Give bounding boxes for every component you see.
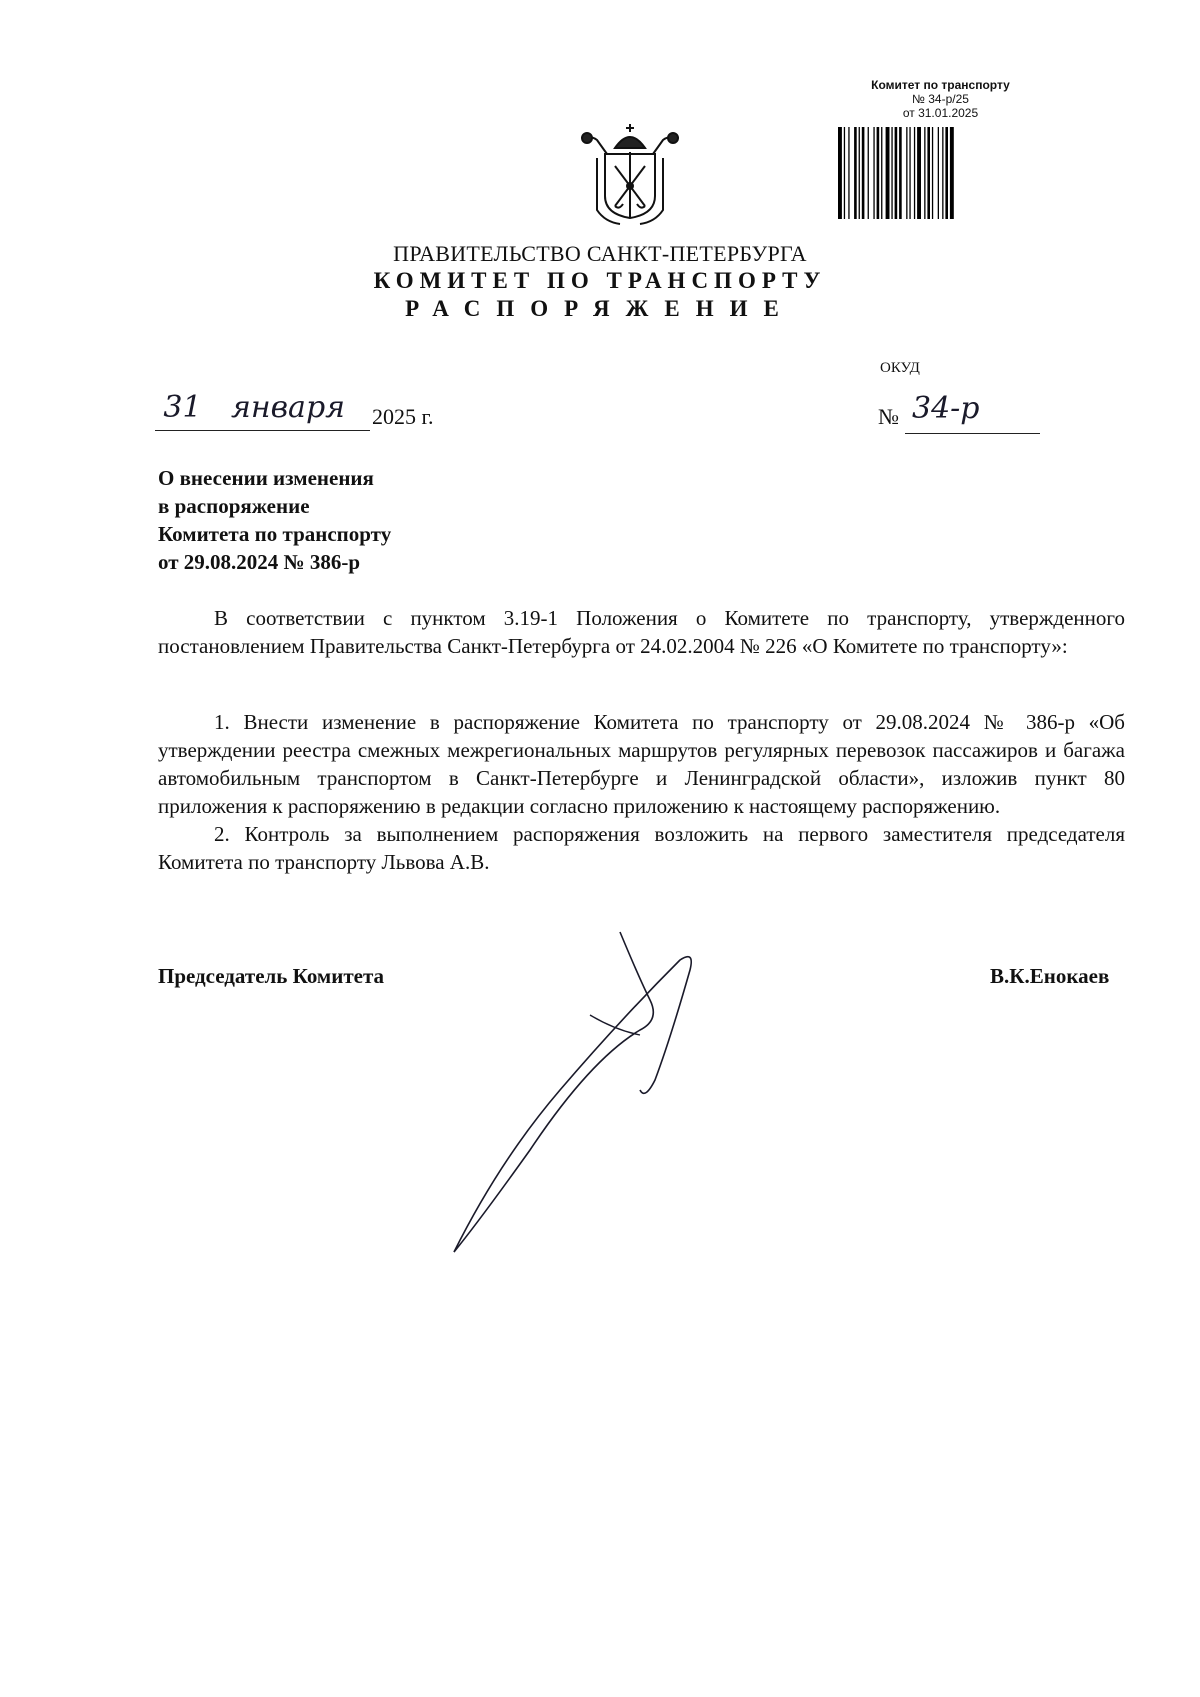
- subject-line: Комитета по транспорту: [158, 522, 392, 546]
- barcode-bar: [881, 127, 882, 219]
- government-title: ПРАВИТЕЛЬСТВО САНКТ-ПЕТЕРБУРГА: [393, 241, 807, 266]
- preamble-text: В соответствии с пунктом 3.19-1 Положения о Комитете по транспорту, утвержденного постановлением Правительства Санкт-Петербурга от 24.02.2004 № 226 «О Комитете по транспорту»:: [158, 606, 1125, 658]
- coat-of-arms-emblem: [575, 118, 685, 228]
- barcode-bar: [848, 127, 849, 219]
- barcode: [838, 127, 1041, 219]
- barcode-bar: [859, 127, 860, 219]
- committee-title: КОМИТЕТ ПО ТРАНСПОРТУ: [373, 268, 827, 293]
- barcode-bar: [909, 127, 910, 219]
- barcode-bar: [862, 127, 865, 219]
- date-month-handwritten: января: [230, 390, 346, 425]
- date-day-handwritten: 31: [163, 390, 202, 425]
- barcode-bar: [854, 127, 857, 219]
- barcode-bar: [924, 127, 925, 219]
- barcode-bar: [950, 127, 954, 219]
- stamp-reg-date: от 31.01.2025: [902, 106, 979, 120]
- stamp-org: Комитет по транспорту: [871, 78, 1010, 92]
- barcode-bar: [891, 127, 892, 219]
- document-number-handwritten: 34-р: [912, 391, 980, 426]
- barcode-bar: [914, 127, 915, 219]
- signatory-name: В.К.Енокаев: [990, 964, 1110, 988]
- barcode-bar: [873, 127, 874, 219]
- barcode-bar: [868, 127, 869, 219]
- registration-stamp: [838, 78, 1043, 120]
- barcode-bar: [917, 127, 921, 219]
- barcode-bar: [895, 127, 898, 219]
- barcode-bar: [899, 127, 902, 219]
- barcode-bar: [945, 127, 948, 219]
- document-type: РАСПОРЯЖЕНИЕ: [405, 296, 795, 321]
- barcode-bar: [942, 127, 943, 219]
- order-items: [158, 708, 1125, 876]
- barcode-bar: [932, 127, 933, 219]
- date-underline: [155, 430, 370, 431]
- order-item-2: 2. Контроль за выполнением распоряжения возложить на первого заместителя председателя Комитета по транспорту Львова А.В.: [158, 822, 1125, 874]
- barcode-bar: [938, 127, 939, 219]
- order-item-1: 1. Внести изменение в распоряжение Комитета по транспорту от 29.08.2024 № 386-р «Об утверждении реестра смежных межрегиональных маршрутов регулярных перевозок пассажиров и багажа автомобильным транспортом в Санкт-Петербурге и Ленинградской области», изложив пункт 80 приложения к распоряжению в редакции согласно приложению к настоящему распоряжению.: [158, 710, 1125, 818]
- barcode-bar: [877, 127, 880, 219]
- date-year: 2025 г.: [372, 404, 434, 429]
- subject-line: от 29.08.2024 № 386-р: [158, 550, 361, 574]
- number-underline: [905, 433, 1040, 434]
- barcode-bar: [838, 127, 842, 219]
- document-subject: [158, 464, 478, 576]
- barcode-bar: [927, 127, 930, 219]
- handwritten-signature: [440, 920, 740, 1270]
- subject-line: в распоряжение: [158, 494, 310, 518]
- barcode-bar: [906, 127, 907, 219]
- number-sign: №: [878, 404, 899, 429]
- subject-line: О внесении изменения: [158, 466, 374, 490]
- stamp-reg-number: № 34-р/25: [912, 92, 969, 106]
- signatory-position: Председатель Комитета: [158, 964, 385, 988]
- okud-label: ОКУД: [880, 360, 920, 376]
- barcode-bar: [844, 127, 845, 219]
- preamble-paragraph: [158, 604, 1125, 660]
- barcode-bar: [886, 127, 890, 219]
